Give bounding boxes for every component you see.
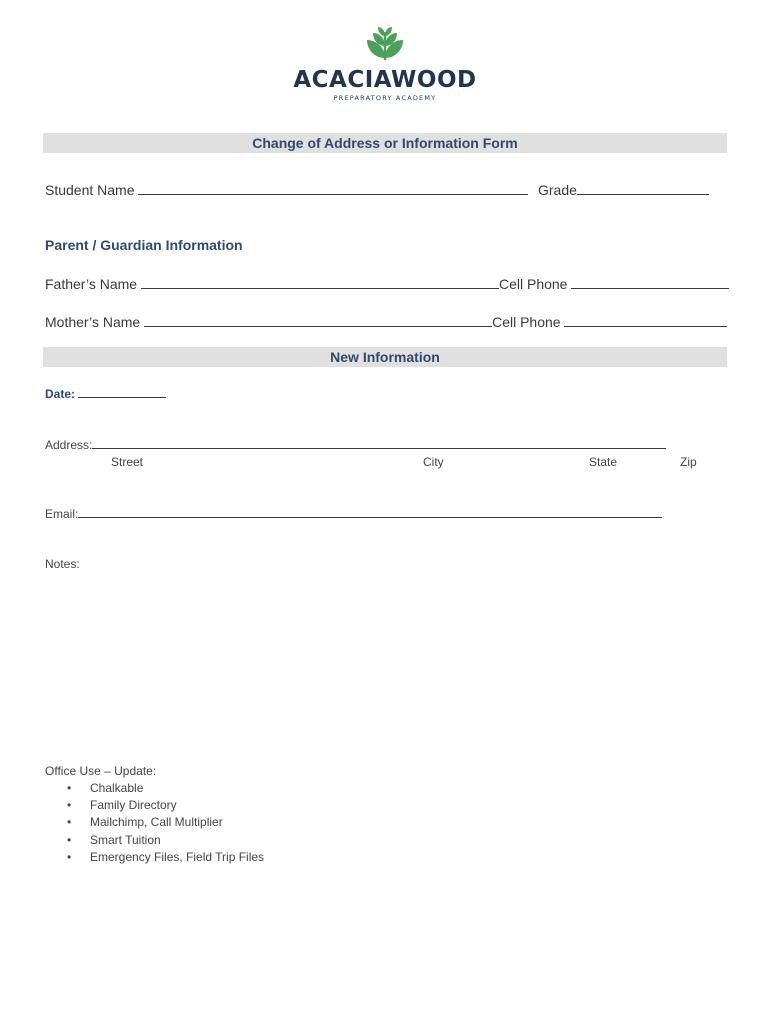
office-use-item: Smart Tuition	[90, 832, 161, 847]
mother-name-field[interactable]	[144, 313, 492, 327]
date-field[interactable]	[78, 386, 166, 398]
new-information-heading: New Information	[330, 349, 440, 365]
list-item	[45, 814, 445, 831]
address-zip-label: Zip	[680, 455, 697, 469]
bullet-icon: •	[67, 815, 72, 830]
student-name-row	[45, 181, 528, 198]
logo-wordmark: ACACIAWOOD	[293, 67, 477, 93]
address-row	[45, 437, 666, 452]
grade-field[interactable]	[577, 181, 709, 195]
address-street-label: Street	[111, 455, 144, 469]
school-logo	[0, 24, 770, 103]
mother-row	[45, 313, 727, 330]
address-field[interactable]	[92, 437, 666, 449]
email-row	[45, 506, 662, 521]
address-label: Address:	[45, 438, 93, 452]
list-item	[45, 797, 445, 814]
date-row	[45, 386, 166, 401]
email-field[interactable]	[78, 506, 662, 518]
father-name-label: Father’s Name	[45, 276, 138, 292]
office-use-item: Family Directory	[90, 798, 177, 813]
parent-guardian-heading: Parent / Guardian Information	[45, 237, 243, 253]
new-information-band	[43, 347, 727, 367]
notes-area[interactable]	[45, 575, 725, 755]
bullet-icon: •	[67, 849, 72, 864]
form-title-band	[43, 133, 727, 153]
list-item	[45, 780, 445, 797]
grade-label: Grade	[538, 182, 577, 198]
office-use-label: Office Use – Update:	[45, 764, 157, 778]
father-row	[45, 275, 729, 292]
office-use-list-wrap	[45, 780, 445, 866]
father-cell-phone-label: Cell Phone	[498, 276, 568, 292]
email-label: Email:	[45, 507, 79, 521]
mother-cell-phone-field[interactable]	[564, 313, 727, 327]
mother-cell-phone-label: Cell Phone	[492, 314, 561, 330]
address-state-label: State	[589, 455, 618, 469]
bullet-icon: •	[67, 781, 72, 795]
leaf-logo-icon	[365, 24, 405, 62]
student-name-field[interactable]	[138, 181, 528, 195]
office-use-item: Emergency Files, Field Trip Files	[90, 849, 265, 864]
father-cell-phone-field[interactable]	[571, 275, 729, 289]
office-use-item: Chalkable	[90, 781, 144, 795]
address-city-label: City	[423, 455, 444, 469]
father-name-field[interactable]	[141, 275, 499, 289]
list-item	[45, 832, 445, 849]
grade-row	[538, 181, 709, 198]
bullet-icon: •	[67, 798, 72, 813]
date-label: Date:	[45, 387, 76, 401]
mother-name-label: Mother’s Name	[45, 314, 141, 330]
notes-label: Notes:	[45, 557, 80, 571]
logo-tagline: PREPARATORY ACADEMY	[333, 94, 437, 102]
office-use-list	[45, 780, 445, 866]
office-use-item: Mailchimp, Call Multiplier	[90, 815, 223, 830]
student-name-label: Student Name	[45, 182, 135, 198]
form-title: Change of Address or Information Form	[252, 135, 518, 151]
list-item	[45, 849, 445, 866]
bullet-icon: •	[67, 832, 72, 847]
